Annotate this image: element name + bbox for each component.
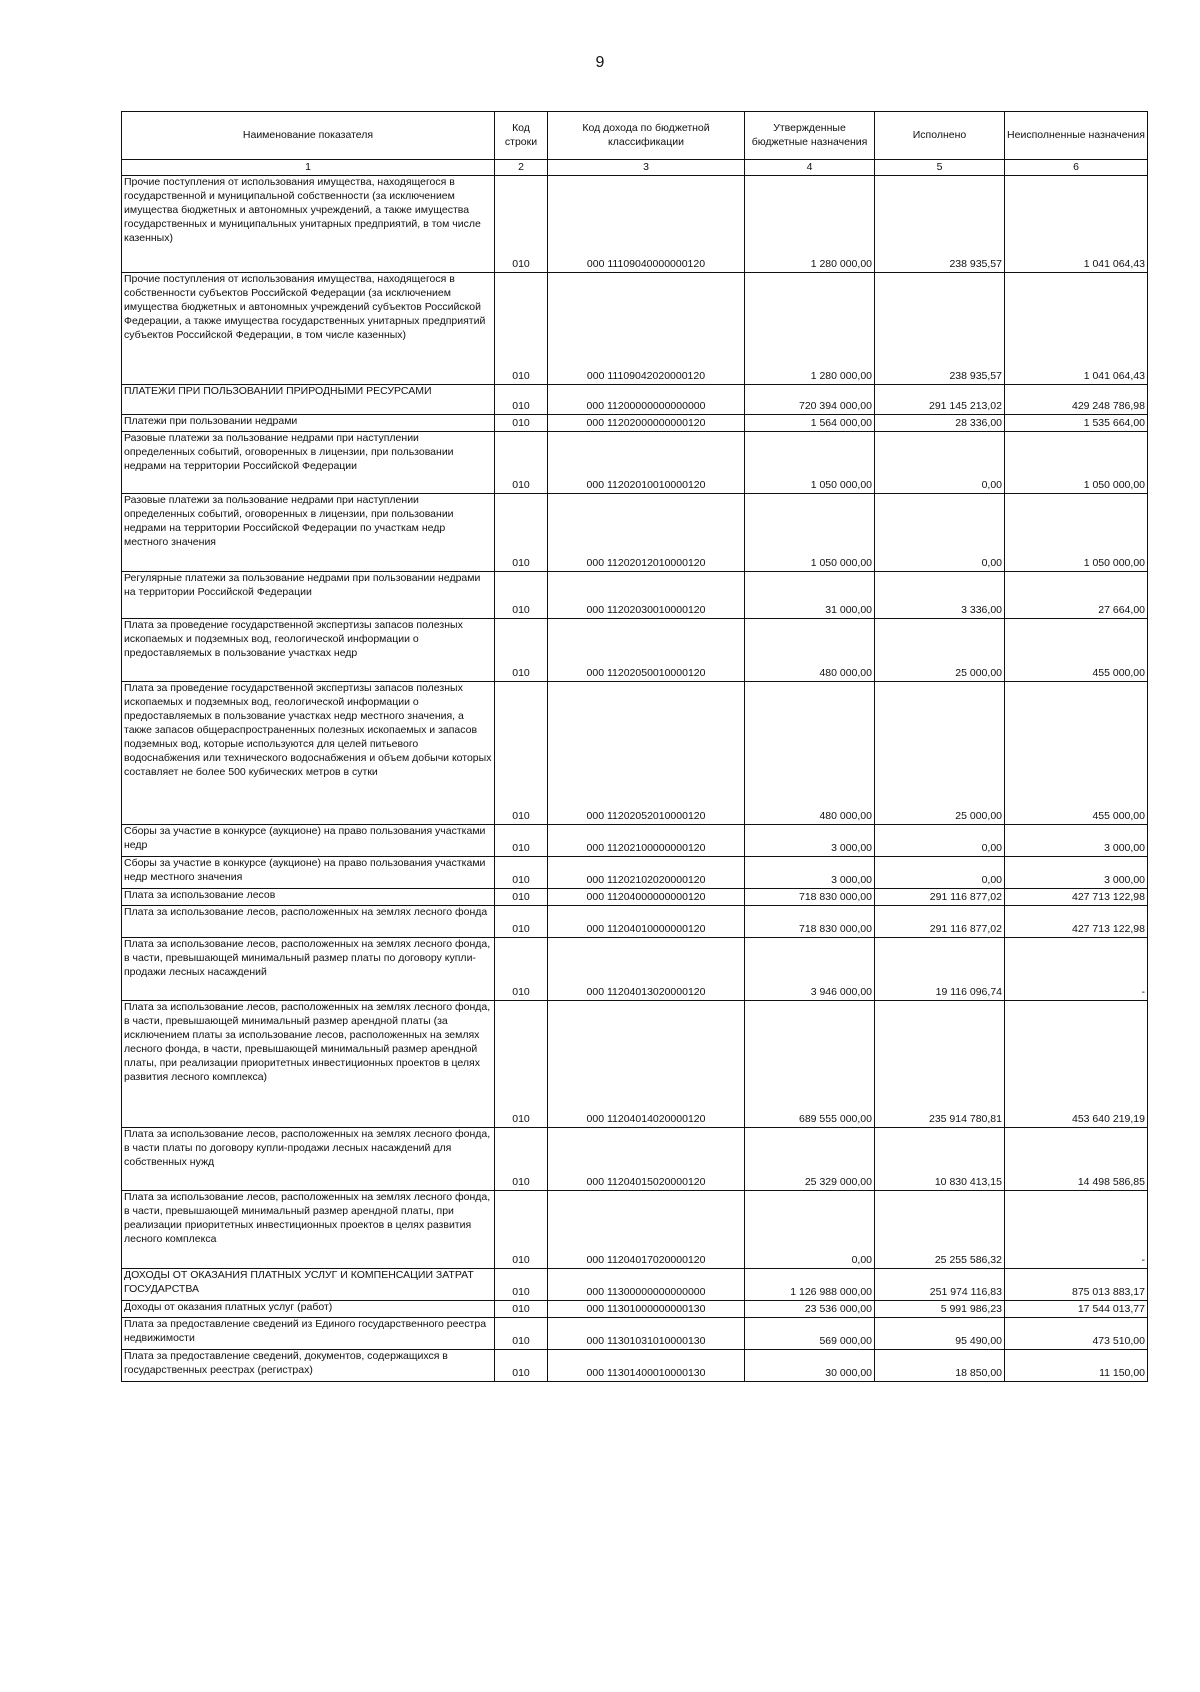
- indicator-name-text: Плата за проведение государственной экспертизы запасов полезных ископаемых и подземных вод, геологической информации о предоставляемых в пользование участках недр местного значения, а также запасов общераспространенных полезных ископаемых и запасов подземных вод, которые используются для целей питьевого водоснабжения или технического водоснабжения и объем добычи которых составляет не более 500 кубических метров в сутки: [124, 681, 492, 778]
- executed-amount: 238 935,57: [875, 176, 1005, 273]
- approved-amount: 720 394 000,00: [745, 385, 875, 415]
- indicator-name: [122, 571, 495, 618]
- revenue-code: 000 11204013020000120: [548, 937, 745, 1000]
- approved-amount: 23 536 000,00: [745, 1300, 875, 1317]
- approved-amount: 3 000,00: [745, 824, 875, 856]
- executed-amount: 95 490,00: [875, 1317, 1005, 1349]
- table-row: [122, 1000, 1148, 1127]
- revenue-code: 000 11202012010000120: [548, 493, 745, 571]
- column-number: 3: [548, 160, 745, 176]
- revenue-code: 000 11109042020000120: [548, 273, 745, 385]
- revenue-code: 000 11204017020000120: [548, 1190, 745, 1268]
- unexecuted-amount: 27 664,00: [1005, 571, 1148, 618]
- unexecuted-amount: 3 000,00: [1005, 856, 1148, 888]
- table-row: [122, 888, 1148, 905]
- revenue-code: 000 11301000000000130: [548, 1300, 745, 1317]
- approved-amount: 25 329 000,00: [745, 1127, 875, 1190]
- indicator-name: [122, 493, 495, 571]
- indicator-name-text: Доходы от оказания платных услуг (работ): [124, 1300, 333, 1313]
- indicator-name-text: Разовые платежи за пользование недрами при наступлении определенных событий, оговоренных в лицензии, при пользовании недрами на территории Российской Федерации: [124, 431, 454, 472]
- indicator-name-text: Прочие поступления от использования имущества, находящегося в государственной и муниципальной собственности (за исключением имущества бюджетных и автономных учреждений, а также имущества государственных и муниципальных унитарных предприятий, в том числе казенных): [124, 176, 481, 244]
- executed-amount: 28 336,00: [875, 415, 1005, 432]
- approved-amount: 480 000,00: [745, 618, 875, 681]
- table-row: [122, 273, 1148, 385]
- indicator-name-text: Плата за проведение государственной экспертизы запасов полезных ископаемых и подземных вод, геологической информации о предоставляемых в пользование участках недр: [124, 618, 463, 659]
- indicator-name: [122, 1317, 495, 1349]
- table-row: [122, 176, 1148, 273]
- unexecuted-amount: 455 000,00: [1005, 681, 1148, 824]
- unexecuted-amount: 17 544 013,77: [1005, 1300, 1148, 1317]
- line-code: 010: [495, 1317, 548, 1349]
- unexecuted-amount: 1 041 064,43: [1005, 176, 1148, 273]
- revenue-code: 000 11202052010000120: [548, 681, 745, 824]
- unexecuted-amount: 429 248 786,98: [1005, 385, 1148, 415]
- approved-amount: 1 564 000,00: [745, 415, 875, 432]
- approved-amount: 569 000,00: [745, 1317, 875, 1349]
- indicator-name-text: Плата за использование лесов, расположенных на землях лесного фонда, в части, превышающей минимальный размер арендной платы (за исключением платы за использование лесов, расположенных на землях лесного фонда, в части, превышающей минимальный размер арендной платы, при реализации приоритетных инвестиционных проектов в целях развития лесного комплекса): [124, 1000, 491, 1083]
- line-code: 010: [495, 1268, 548, 1300]
- approved-amount: 718 830 000,00: [745, 888, 875, 905]
- executed-amount: 3 336,00: [875, 571, 1005, 618]
- table-row: [122, 618, 1148, 681]
- executed-amount: 238 935,57: [875, 273, 1005, 385]
- header-revenue-code: Код дохода по бюджетной классификации: [548, 112, 745, 160]
- table-row: [122, 415, 1148, 432]
- revenue-code: 000 11301031010000130: [548, 1317, 745, 1349]
- indicator-name: [122, 824, 495, 856]
- revenue-code: 000 11202030010000120: [548, 571, 745, 618]
- approved-amount: 1 126 988 000,00: [745, 1268, 875, 1300]
- approved-amount: 1 280 000,00: [745, 176, 875, 273]
- indicator-name-text: Плата за предоставление сведений, документов, содержащихся в государственных реестрах (регистрах): [124, 1349, 448, 1376]
- approved-amount: 718 830 000,00: [745, 905, 875, 937]
- unexecuted-amount: 427 713 122,98: [1005, 905, 1148, 937]
- indicator-name: [122, 1300, 495, 1317]
- unexecuted-amount: 427 713 122,98: [1005, 888, 1148, 905]
- table-row: [122, 937, 1148, 1000]
- line-code: 010: [495, 824, 548, 856]
- line-code: 010: [495, 1190, 548, 1268]
- unexecuted-amount: 1 050 000,00: [1005, 431, 1148, 493]
- page-number: 9: [595, 54, 605, 71]
- line-code: 010: [495, 681, 548, 824]
- unexecuted-amount: 1 050 000,00: [1005, 493, 1148, 571]
- indicator-name: [122, 937, 495, 1000]
- table-row: [122, 571, 1148, 618]
- header-approved: Утвержденные бюджетные назначения: [745, 112, 875, 160]
- line-code: 010: [495, 385, 548, 415]
- unexecuted-amount: 3 000,00: [1005, 824, 1148, 856]
- revenue-code: 000 11202010010000120: [548, 431, 745, 493]
- indicator-name: [122, 415, 495, 432]
- table-row: [122, 824, 1148, 856]
- indicator-name-text: Плата за использование лесов, расположенных на землях лесного фонда, в части платы по договору купли-продажи лесных насаждений для собственных нужд: [124, 1127, 491, 1168]
- indicator-name: [122, 1190, 495, 1268]
- indicator-name: [122, 1349, 495, 1381]
- indicator-name: [122, 176, 495, 273]
- line-code: 010: [495, 1300, 548, 1317]
- line-code: 010: [495, 1000, 548, 1127]
- executed-amount: 25 000,00: [875, 618, 1005, 681]
- unexecuted-amount: -: [1005, 937, 1148, 1000]
- indicator-name: [122, 888, 495, 905]
- indicator-name: [122, 273, 495, 385]
- column-number: 2: [495, 160, 548, 176]
- approved-amount: 30 000,00: [745, 1349, 875, 1381]
- column-number: 6: [1005, 160, 1148, 176]
- indicator-name-text: Плата за использование лесов, расположенных на землях лесного фонда: [124, 905, 488, 918]
- header-line-code: Код строки: [495, 112, 548, 160]
- line-code: 010: [495, 905, 548, 937]
- indicator-name: [122, 1000, 495, 1127]
- executed-amount: 0,00: [875, 856, 1005, 888]
- indicator-name: [122, 1268, 495, 1300]
- table-row: [122, 385, 1148, 415]
- approved-amount: 480 000,00: [745, 681, 875, 824]
- executed-amount: 0,00: [875, 493, 1005, 571]
- column-number: 5: [875, 160, 1005, 176]
- executed-amount: 18 850,00: [875, 1349, 1005, 1381]
- table-row: [122, 1268, 1148, 1300]
- executed-amount: 0,00: [875, 824, 1005, 856]
- table-body: [122, 176, 1148, 1382]
- revenue-code: 000 11202100000000120: [548, 824, 745, 856]
- revenue-code: 000 11202102020000120: [548, 856, 745, 888]
- line-code: 010: [495, 571, 548, 618]
- table-row: [122, 1349, 1148, 1381]
- executed-amount: 251 974 116,83: [875, 1268, 1005, 1300]
- table-row: [122, 1300, 1148, 1317]
- indicator-name-text: Плата за использование лесов: [124, 888, 276, 901]
- executed-amount: 0,00: [875, 431, 1005, 493]
- indicator-name-text: Сборы за участие в конкурсе (аукционе) на право пользования участками недр: [124, 824, 486, 851]
- revenue-code: 000 11301400010000130: [548, 1349, 745, 1381]
- indicator-name-text: Плата за использование лесов, расположенных на землях лесного фонда, в части, превышающей минимальный размер платы по договору купли-продажи лесных насаждений: [124, 937, 491, 978]
- unexecuted-amount: 875 013 883,17: [1005, 1268, 1148, 1300]
- unexecuted-amount: 455 000,00: [1005, 618, 1148, 681]
- line-code: 010: [495, 1349, 548, 1381]
- table-row: [122, 681, 1148, 824]
- unexecuted-amount: 1 535 664,00: [1005, 415, 1148, 432]
- indicator-name-text: Сборы за участие в конкурсе (аукционе) на право пользования участками недр местного значения: [124, 856, 486, 883]
- revenue-code: 000 11204015020000120: [548, 1127, 745, 1190]
- indicator-name-text: Прочие поступления от использования имущества, находящегося в собственности субъектов Российской Федерации (за исключением имущества бюджетных и автономных учреждений субъектов Российской Федерации, а также имущества государственных унитарных предприятий субъектов Российской Федерации, в том числе казенных): [124, 273, 486, 341]
- unexecuted-amount: 473 510,00: [1005, 1317, 1148, 1349]
- revenue-code: 000 11202050010000120: [548, 618, 745, 681]
- executed-amount: 19 116 096,74: [875, 937, 1005, 1000]
- executed-amount: 291 116 877,02: [875, 905, 1005, 937]
- executed-amount: 291 116 877,02: [875, 888, 1005, 905]
- line-code: 010: [495, 618, 548, 681]
- indicator-name: [122, 856, 495, 888]
- approved-amount: 0,00: [745, 1190, 875, 1268]
- line-code: 010: [495, 493, 548, 571]
- executed-amount: 25 000,00: [875, 681, 1005, 824]
- table-row: [122, 1190, 1148, 1268]
- indicator-name-text: ДОХОДЫ ОТ ОКАЗАНИЯ ПЛАТНЫХ УСЛУГ И КОМПЕНСАЦИИ ЗАТРАТ ГОСУДАРСТВА: [124, 1268, 474, 1295]
- indicator-name: [122, 431, 495, 493]
- executed-amount: 10 830 413,15: [875, 1127, 1005, 1190]
- unexecuted-amount: 453 640 219,19: [1005, 1000, 1148, 1127]
- revenue-code: 000 11109040000000120: [548, 176, 745, 273]
- column-number-row: [122, 160, 1148, 176]
- indicator-name-text: Регулярные платежи за пользование недрами при пользовании недрами на территории Российской Федерации: [124, 571, 481, 598]
- indicator-name-text: Платежи при пользовании недрами: [124, 415, 298, 427]
- line-code: 010: [495, 273, 548, 385]
- executed-amount: 291 145 213,02: [875, 385, 1005, 415]
- indicator-name: [122, 385, 495, 415]
- table-row: [122, 493, 1148, 571]
- line-code: 010: [495, 415, 548, 432]
- line-code: 010: [495, 888, 548, 905]
- unexecuted-amount: 14 498 586,85: [1005, 1127, 1148, 1190]
- budget-revenue-table: [121, 111, 1148, 1382]
- table-row: [122, 1127, 1148, 1190]
- executed-amount: 235 914 780,81: [875, 1000, 1005, 1127]
- revenue-code: 000 11300000000000000: [548, 1268, 745, 1300]
- indicator-name-text: Плата за предоставление сведений из Единого государственного реестра недвижимости: [124, 1317, 487, 1344]
- approved-amount: 1 050 000,00: [745, 493, 875, 571]
- header-unexecuted: Неисполненные назначения: [1005, 112, 1148, 160]
- indicator-name: [122, 681, 495, 824]
- table-row: [122, 1317, 1148, 1349]
- approved-amount: 31 000,00: [745, 571, 875, 618]
- indicator-name-text: ПЛАТЕЖИ ПРИ ПОЛЬЗОВАНИИ ПРИРОДНЫМИ РЕСУРСАМИ: [124, 385, 432, 397]
- indicator-name: [122, 905, 495, 937]
- indicator-name-text: Плата за использование лесов, расположенных на землях лесного фонда, в части, превышающей минимальный размер арендной платы, при реализации приоритетных инвестиционных проектов в целях развития лесного комплекса: [124, 1190, 491, 1245]
- unexecuted-amount: 1 041 064,43: [1005, 273, 1148, 385]
- line-code: 010: [495, 856, 548, 888]
- unexecuted-amount: 11 150,00: [1005, 1349, 1148, 1381]
- revenue-code: 000 11204000000000120: [548, 888, 745, 905]
- indicator-name: [122, 1127, 495, 1190]
- revenue-code: 000 11204014020000120: [548, 1000, 745, 1127]
- revenue-code: 000 11204010000000120: [548, 905, 745, 937]
- table-row: [122, 856, 1148, 888]
- line-code: 010: [495, 431, 548, 493]
- approved-amount: 689 555 000,00: [745, 1000, 875, 1127]
- approved-amount: 3 000,00: [745, 856, 875, 888]
- line-code: 010: [495, 937, 548, 1000]
- indicator-name-text: Разовые платежи за пользование недрами при наступлении определенных событий, оговоренных в лицензии, при пользовании недрами на территории Российской Федерации по участкам недр местного значения: [124, 493, 454, 548]
- approved-amount: 3 946 000,00: [745, 937, 875, 1000]
- header-indicator-name: Наименование показателя: [122, 112, 495, 160]
- table-header-row: [122, 112, 1148, 160]
- unexecuted-amount: -: [1005, 1190, 1148, 1268]
- line-code: 010: [495, 1127, 548, 1190]
- executed-amount: 5 991 986,23: [875, 1300, 1005, 1317]
- table-row: [122, 905, 1148, 937]
- indicator-name: [122, 618, 495, 681]
- table-row: [122, 431, 1148, 493]
- approved-amount: 1 280 000,00: [745, 273, 875, 385]
- header-executed: Исполнено: [875, 112, 1005, 160]
- line-code: 010: [495, 176, 548, 273]
- executed-amount: 25 255 586,32: [875, 1190, 1005, 1268]
- approved-amount: 1 050 000,00: [745, 431, 875, 493]
- revenue-code: 000 11202000000000120: [548, 415, 745, 432]
- revenue-code: 000 11200000000000000: [548, 385, 745, 415]
- column-number: 4: [745, 160, 875, 176]
- column-number: 1: [122, 160, 495, 176]
